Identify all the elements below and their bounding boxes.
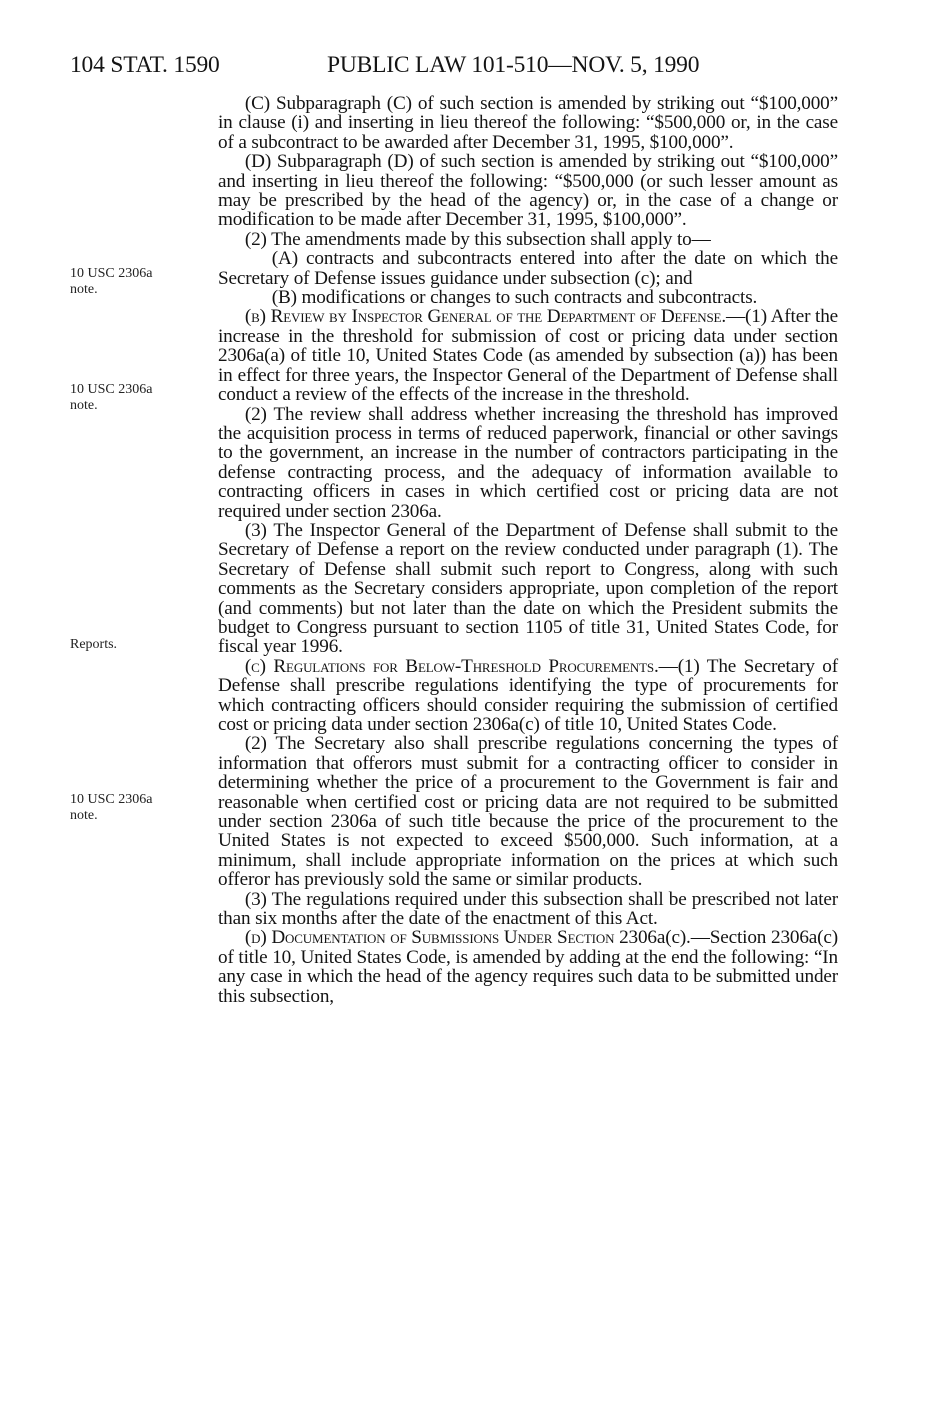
paragraph: (3) The Inspector General of the Department of Defense shall submit to the Secretary of Defense a report on the review conducted under paragraph (1). The Secretary of Defense shall submit such report to Congress, along with such comments as the Secretary considers appropriate, upon completion of the report (and comments) but not later than the date on which the President submits the budget to Congress pursuant to section 1105 of title 31, United States Code, for fiscal year 1996. — [218, 519, 838, 658]
section-heading: (d) Documentation of Submissions Under Section — [244, 927, 615, 949]
paragraph: (2) The review shall address whether increasing the threshold has improved the acquisition process in terms of reduced paperwork, financial or other savings to the government, an increase in the number of contractors participating in the defense contracting process, and the adequacy of information available to contracting officers in cases in which certified cost or pricing data are not required under section 2306a. — [218, 403, 838, 522]
paragraph: (A) contracts and subcontracts entered into after the date on which the Secretary of Defense issues guidance under subsection (c); and — [218, 248, 838, 289]
statute-citation: 104 STAT. 1590 — [70, 52, 220, 78]
margin-note: 10 USC 2306a note. — [70, 382, 153, 413]
paragraph: (B) modifications or changes to such contracts and subcontracts. — [271, 287, 758, 309]
paragraph: (2) The amendments made by this subsection shall apply to— — [244, 228, 711, 250]
paragraph — [218, 307, 838, 404]
section-heading: (c) Regulations for Below-Threshold Procurements. — [244, 655, 659, 677]
section-heading: (b) Review by Inspector General of the Department of Defense. — [244, 306, 726, 328]
margin-note: Reports. — [70, 637, 118, 652]
paragraph: (C) Subparagraph (C) of such section is amended by striking out “$100,000” in clause (i) and inserting in lieu thereof the following: “$500,000 or, in the case of a subcontract to be awarded after December 31, 1995, $100,000”. — [218, 93, 838, 153]
paragraph: (3) The regulations required under this subsection shall be prescribed not later than six months after the date of the enactment of this Act. — [218, 888, 838, 930]
page-header — [70, 52, 850, 82]
paragraph: (D) Subparagraph (D) of such section is amended by striking out “$100,000” and inserting in lieu thereof the following: “$500,000 (or such lesser amount as may be prescribed by the head of the agency) or, in the case of a change or modification to be made after December 31, 1995, $100,000”. — [218, 151, 838, 231]
paragraph-body: —(1) After the increase in the threshold for submission of cost or pricing data under section 2306a(a) of title 10, United States Code (as amended by subsection (a)) has been in effect for three years, the Inspector General of the Department of Defense shall conduct a review of the effects of the increase in the threshold. — [218, 306, 839, 406]
paragraph-body: 2306a(c).—Section 2306a(c) of title 10, United States Code, is amended by adding at the end the following: “In any case in which the head of the agency requires such data to be submitted under this subsection, — [218, 927, 838, 1007]
paragraph: (2) The Secretary also shall prescribe regulations concerning the types of information that offerors must submit for a contracting officer to consider in determining whether the price of a procurement to the Government is fair and reasonable when certified cost or pricing data are not required to be submitted under section 2306a of such title because the price of the procurement to the United States is not expected to exceed $500,000. Such information, at a minimum, shall include appropriate information on the prices at which such offeror has previously sold the same or similar products. — [218, 733, 838, 891]
margin-note: 10 USC 2306a note. — [70, 792, 153, 823]
body-text — [218, 94, 838, 1006]
paragraph — [218, 657, 838, 735]
paragraph — [218, 928, 838, 1006]
running-title: PUBLIC LAW 101-510—NOV. 5, 1990 — [327, 52, 700, 78]
margin-note: 10 USC 2306a note. — [70, 266, 153, 297]
paragraph-body: —(1) The Secretary of Defense shall prescribe regulations identifying the type of procurements for which contracting officers should consider requiring the submission of certified cost or pricing data under section 2306a(c) of title 10, United States Code. — [218, 655, 838, 735]
